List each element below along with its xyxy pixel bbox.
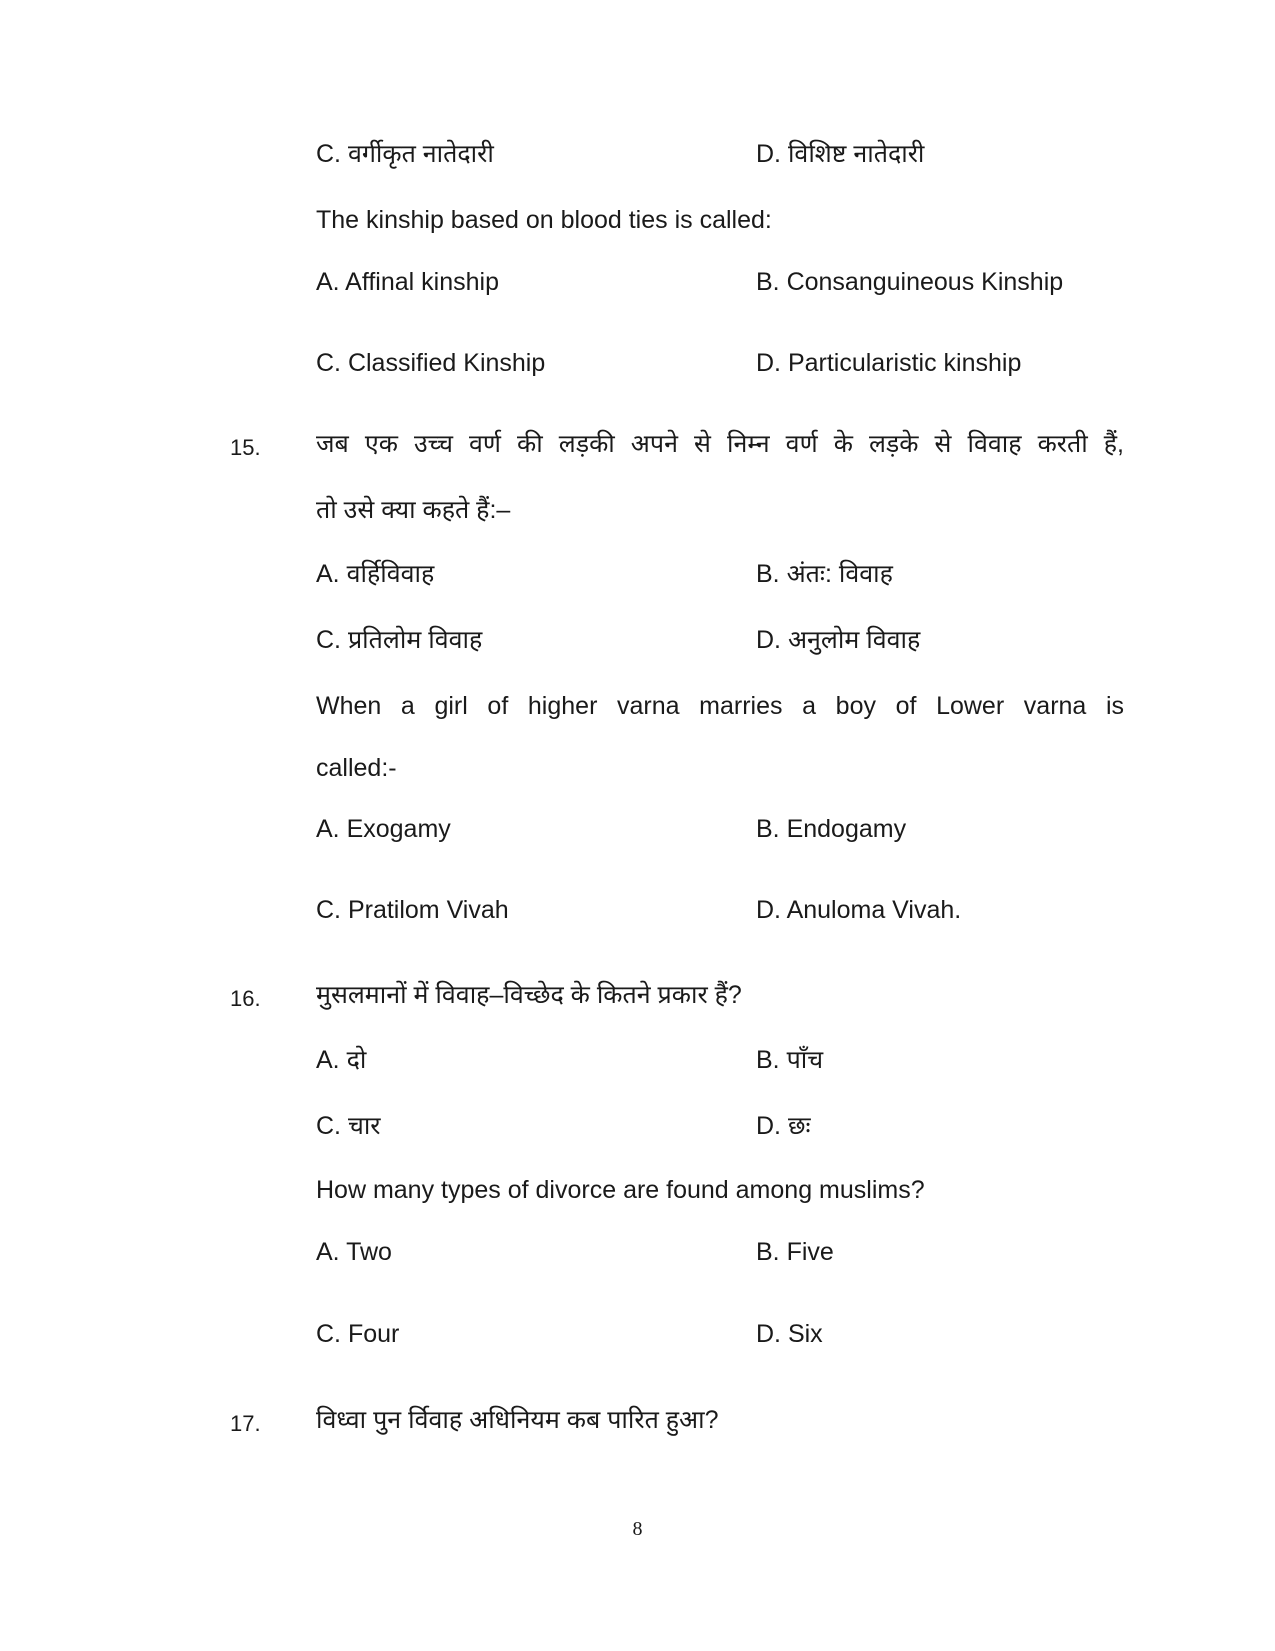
q16-hi-option-b: B. पाँच [756, 1046, 824, 1074]
q15-en-option-b: B. Endogamy [756, 815, 907, 843]
q16-hi-option-a: A. दो [316, 1046, 367, 1074]
q14-en-option-b: B. Consanguineous Kinship [756, 268, 1064, 296]
q15-hi-option-c: C. प्रतिलोम विवाह [316, 626, 483, 654]
q15-hi-option-a: A. वर्हिविवाह [316, 560, 435, 588]
q16-en-option-a: A. Two [316, 1238, 392, 1266]
q16-hi-question: मुसलमानों में विवाह–विच्छेद के कितने प्रकार हैं? [316, 981, 742, 1009]
q14-en-option-a: A. Affinal kinship [316, 268, 499, 296]
q16-en-option-c: C. Four [316, 1320, 400, 1348]
q14-en-question: The kinship based on blood ties is called: [316, 206, 772, 234]
q16-number: 16. [230, 986, 261, 1011]
q15-hi-option-d: D. अनुलोम विवाह [756, 626, 921, 654]
q15-number: 15. [230, 435, 261, 460]
q14-en-option-d: D. Particularistic kinship [756, 349, 1022, 377]
q14-hi-option-d: D. विशिष्ट नातेदारी [756, 140, 925, 168]
q15-hi-question-line2: तो उसे क्या कहते हैं:– [316, 496, 511, 524]
q16-en-option-d: D. Six [756, 1320, 823, 1348]
q16-hi-option-c: C. चार [316, 1112, 381, 1140]
q15-en-option-a: A. Exogamy [316, 815, 451, 843]
q17-hi-question: विध्वा पुन र्विवाह अधिनियम कब पारित हुआ? [316, 1406, 719, 1434]
q15-en-question-line1: When a girl of higher varna marries a boy of Lower varna is [316, 692, 1124, 720]
q14-hi-option-c: C. वर्गीकृत नातेदारी [316, 140, 494, 168]
q16-en-question: How many types of divorce are found among muslims? [316, 1176, 925, 1204]
q15-en-question-line2: called:- [316, 754, 397, 782]
q15-hi-option-b: B. अंतः: विवाह [756, 560, 893, 588]
page-number: 8 [632, 1518, 643, 1540]
q15-en-option-c: C. Pratilom Vivah [316, 896, 509, 924]
q16-en-option-b: B. Five [756, 1238, 834, 1266]
q16-hi-option-d: D. छः [756, 1112, 811, 1140]
q15-hi-question-line1: जब एक उच्च वर्ण की लड़की अपने से निम्न वर्ण के लड़के से विवाह करती हैं, [316, 430, 1124, 458]
q14-en-option-c: C. Classified Kinship [316, 349, 546, 377]
q17-number: 17. [230, 1411, 261, 1436]
q15-en-option-d: D. Anuloma Vivah. [756, 896, 962, 924]
